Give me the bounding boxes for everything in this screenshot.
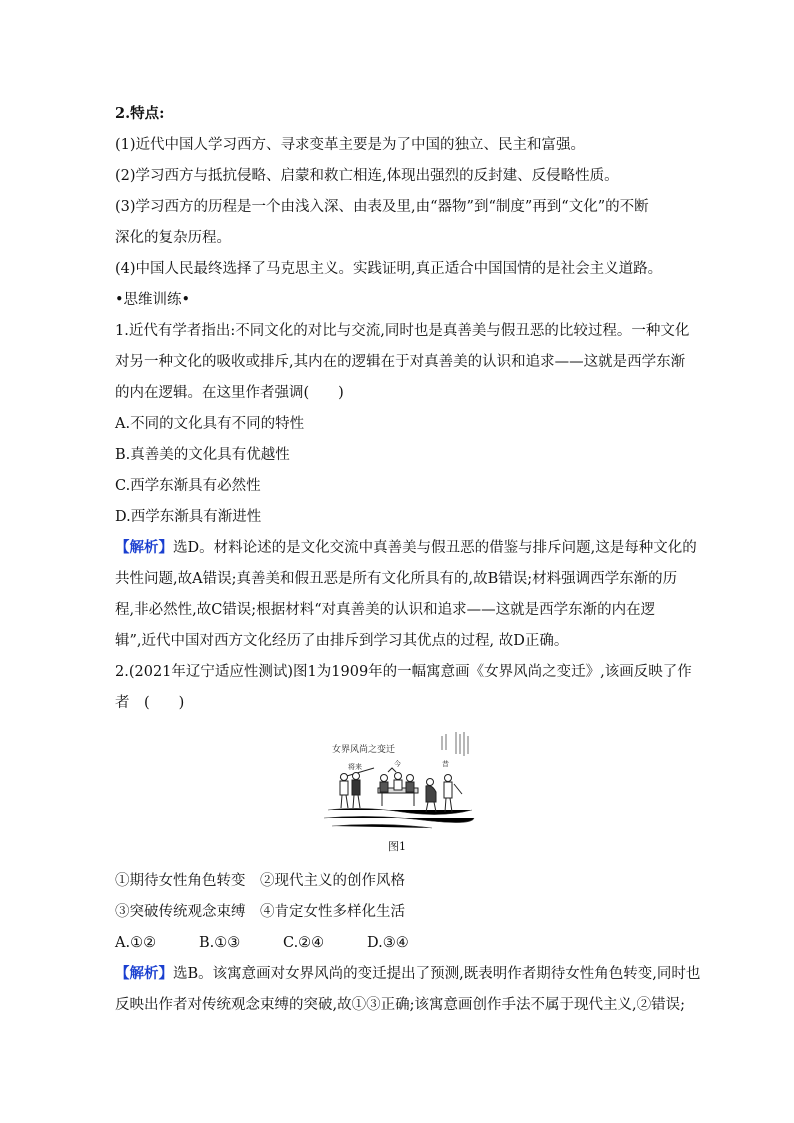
q2-answer-d: D.③④ [367, 935, 409, 951]
feature-3-cont: 深化的复杂历程。 [115, 230, 231, 246]
q2-analysis-1 [115, 964, 700, 984]
q2-answer-b: B.①③ [199, 935, 241, 951]
q1-stem-2: 对另一种文化的吸收或排斥,其内在的逻辑在于对真善美的认识和追求——这就是西学东渐 [115, 354, 686, 370]
inscription-mark [442, 732, 468, 756]
section-title: 2.特点: [115, 105, 165, 122]
q2-stem-2: 者 ( ) [115, 695, 185, 711]
figure-label-future: 将来 [348, 763, 362, 771]
q2-choices-row-1: ①期待女性角色转变 ②现代主义的创作风格 [115, 873, 405, 889]
q2-stem-1: 2.(2021年辽宁适应性测试)图1为1909年的一幅寓意画《女界风尚之变迁》,该画反映了作 [115, 664, 692, 680]
q1-analysis-text: 选D。材料论述的是文化交流中真善美与假丑恶的借鉴与排斥问题,这是每种文化的 [173, 540, 697, 556]
figures-left-group [340, 768, 374, 808]
q2-choices-row-2: ③突破传统观念束缚 ④肯定女性多样化生活 [115, 904, 405, 920]
q2-answer-c: C.②④ [283, 935, 325, 951]
q2-analysis-label: 【解析】 [115, 965, 173, 982]
q1-stem-1: 1.近代有学者指出:不同文化的对比与交流,同时也是真善美与假丑恶的比较过程。一种文化 [115, 323, 690, 339]
training-header: •思维训练• [115, 292, 191, 308]
figure-title: 女界风尚之变迁 [332, 745, 396, 755]
q1-option-c: C.西学东渐具有必然性 [115, 478, 261, 494]
feature-3: (3)学习西方的历程是一个由浅入深、由表及里,由“器物”到“制度”再到“文化”的不断 [115, 199, 649, 215]
q1-option-b: B.真善美的文化具有优越性 [115, 447, 290, 463]
q2-answer-a: A.①② [115, 935, 157, 951]
figure-label-now: 今 [394, 760, 401, 768]
q2-analysis-2: 反映出作者对传统观念束缚的突破,故①③正确;该寓意画创作手法不属于现代主义,②错误; [115, 997, 685, 1013]
figures-middle-group [378, 768, 418, 806]
q1-option-a: A.不同的文化具有不同的特性 [115, 416, 305, 432]
q1-analysis-3: 程,非必然性,故C错误;根据材料“对真善美的认识和追求——这就是西学东渐的内在逻 [115, 602, 656, 618]
q1-analysis-label: 【解析】 [115, 539, 173, 556]
feature-4: (4)中国人民最终选择了马克思主义。实践证明,真正适合中国国情的是社会主义道路。 [115, 261, 663, 277]
q1-analysis-2: 共性问题,故A错误;真善美和假丑恶是所有文化所具有的,故B错误;材料强调西学东渐的历 [115, 571, 678, 587]
q2-answer-options [115, 933, 409, 953]
figure-label-past: 昔 [442, 760, 449, 768]
figures-right-group [426, 775, 462, 813]
q2-analysis-text: 选B。该寓意画对女界风尚的变迁提出了预测,既表明作者期待女性角色转变,同时也 [173, 966, 701, 982]
cartoon-drawing [322, 722, 476, 834]
figure-1-illustration [322, 722, 476, 834]
feature-1: (1)近代中国人学习西方、寻求变革主要是为了中国的独立、民主和富强。 [115, 137, 586, 153]
q1-analysis-4: 辑”,近代中国对西方文化经历了由排斥到学习其优点的过程, 故D正确。 [115, 633, 569, 649]
q1-stem-3: 的内在逻辑。在这里作者强调( ) [115, 385, 344, 401]
feature-2: (2)学习西方与抵抗侵略、启蒙和救亡相连,体现出强烈的反封建、反侵略性质。 [115, 168, 619, 184]
figure-caption: 图1 [388, 840, 406, 853]
q1-analysis-1 [115, 538, 697, 558]
q1-option-d: D.西学东渐具有渐进性 [115, 509, 262, 525]
